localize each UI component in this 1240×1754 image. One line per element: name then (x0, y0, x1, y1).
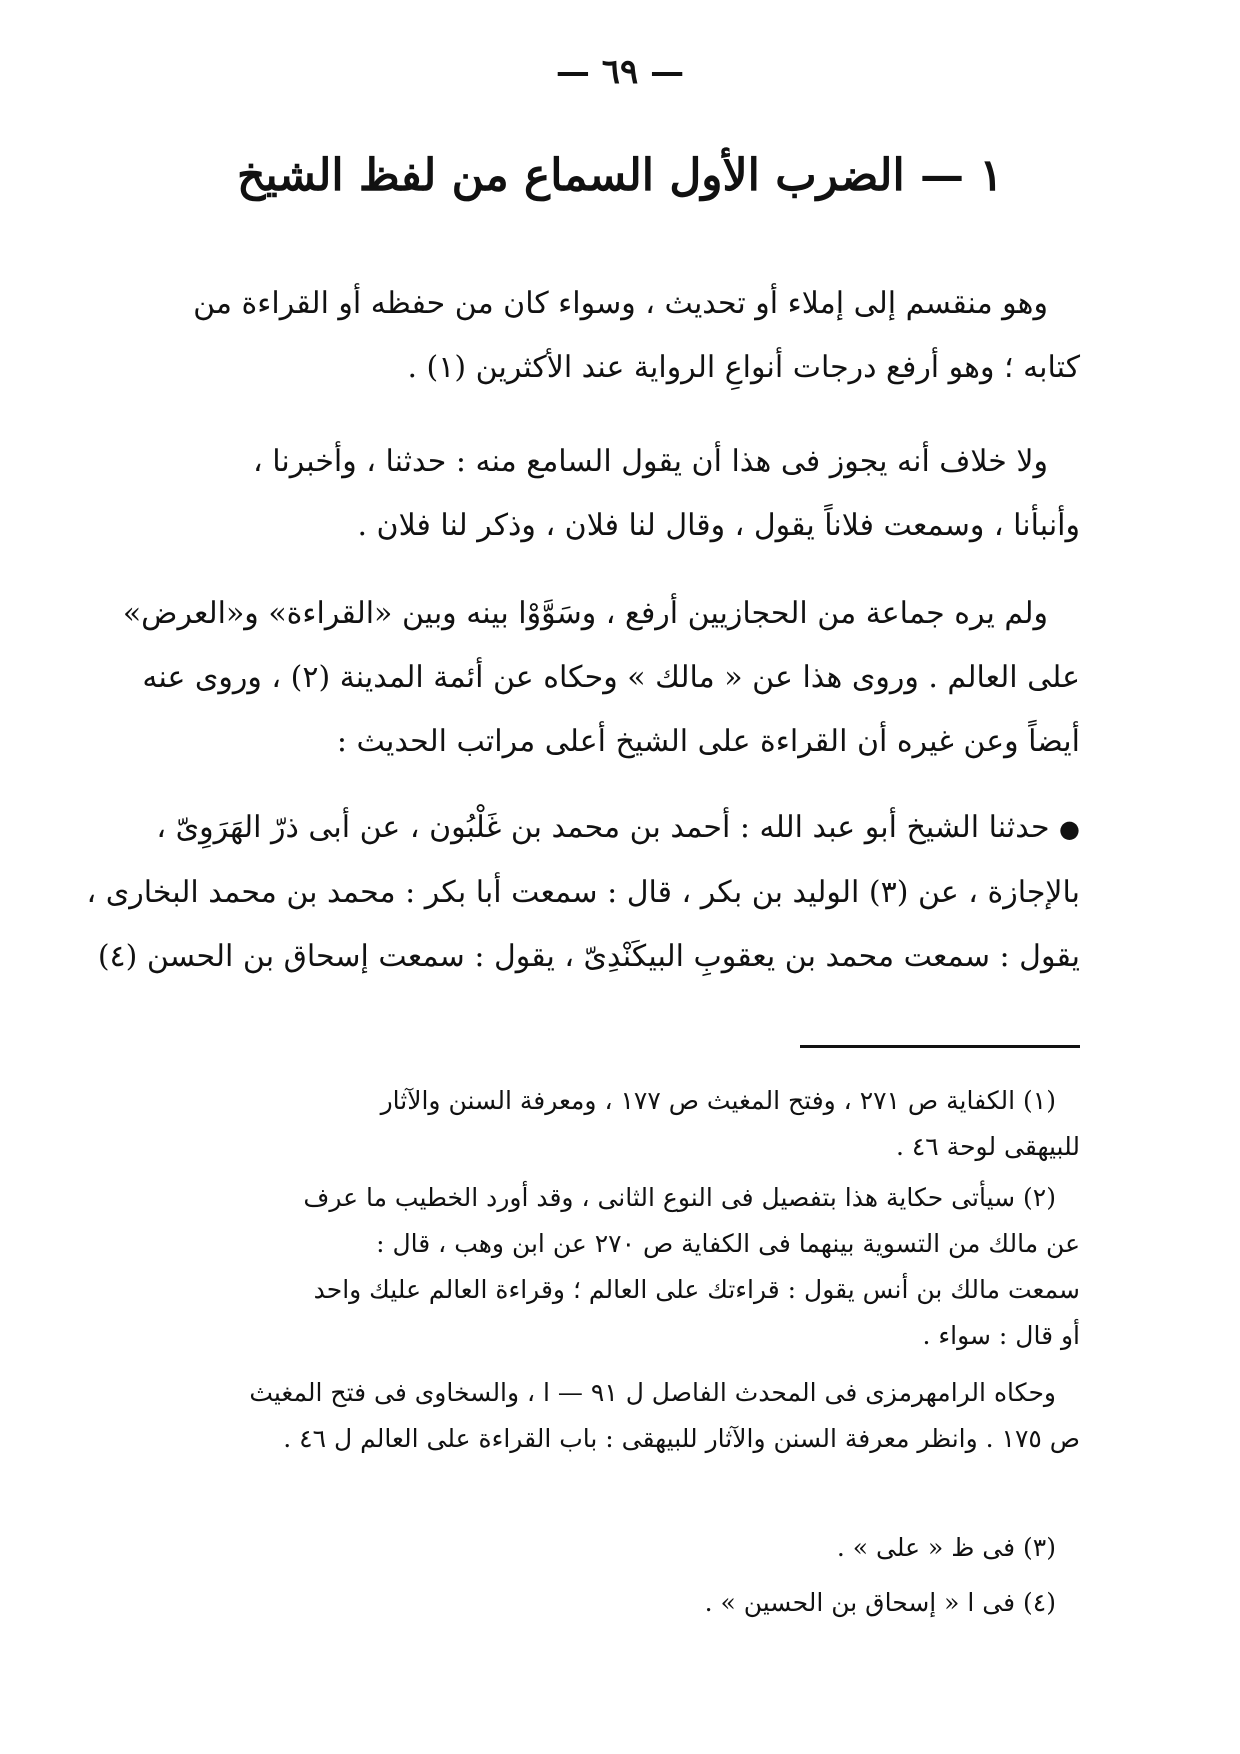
paragraph-line: بالإجازة ، عن (٣) الوليد بن بكر ، قال : سمعت أبا بكر : محمد بن محمد البخارى ، (86, 875, 1080, 910)
paragraph-3 (122, 582, 1080, 774)
paragraph-line: ولا خلاف أنه يجوز فى هذا أن يقول السامع منه : حدثنا ، وأخبرنا ، (253, 444, 1048, 479)
section-title: ١ — الضرب الأول السماع من لفظ الشيخ (237, 150, 1003, 201)
footnote-line: للبيهقى لوحة ٤٦ . (895, 1132, 1080, 1161)
footnote-line: سمعت مالك بن أنس يقول : قراءتك على العالم ؛ وقراءة العالم عليك واحد (313, 1275, 1080, 1304)
footnote-divider (800, 1045, 1080, 1048)
bullet-icon: ● (1059, 815, 1080, 843)
footnote-line: ص ١٧٥ . وانظر معرفة السنن والآثار للبيهقى : باب القراءة على العالم ل ٤٦ . (283, 1424, 1080, 1453)
page-number: — ٦٩ — (555, 52, 685, 92)
footnote-line: (٣) فى ظ « على » . (836, 1533, 1056, 1562)
footnote-2 (225, 1175, 1080, 1359)
paragraph-line: يقول : سمعت محمد بن يعقوبِ البيكَنْدِىّ ، يقول : سمعت إسحاق بن الحسن (٤) (97, 939, 1080, 974)
footnote-line: (٢) سيأتى حكاية هذا بتفصيل فى النوع الثانى ، وقد أورد الخطيب ما عرف (303, 1183, 1056, 1212)
paragraph-line: ولم يره جماعة من الحجازيين أرفع ، وسَوَّوْا بينه وبين «القراءة» و«العرض» (122, 596, 1048, 631)
footnote-3 (225, 1525, 1080, 1571)
footnote-line: وحكاه الرامهرمزى فى المحدث الفاصل ل ٩١ — ا ، والسخاوى فى فتح المغيث (249, 1378, 1056, 1407)
paragraph-line: أيضاً وعن غيره أن القراءة على الشيخ أعلى مراتب الحديث : (336, 724, 1080, 759)
paragraph-line: وهو منقسم إلى إملاء أو تحديث ، وسواء كان من حفظه أو القراءة من (193, 286, 1048, 321)
paragraph-line: كتابه ؛ وهو أرفع درجات أنواعِ الرواية عند الأكثرين (١) . (407, 350, 1080, 385)
footnote-2-continued (225, 1370, 1080, 1462)
footnote-line: (٤) فى ا « إسحاق بن الحسين » . (704, 1588, 1056, 1617)
footnote-line: أو قال : سواء . (922, 1321, 1080, 1350)
paragraph-line: حدثنا الشيخ أبو عبد الله : أحمد بن محمد بن غَلْبُون ، عن أبى ذرّ الهَرَوِىّ ، (156, 810, 1050, 845)
paragraph-1 (193, 272, 1080, 400)
footnote-line: عن مالك من التسوية بينهما فى الكفاية ص ٢٧٠ عن ابن وهب ، قال : (376, 1229, 1080, 1258)
footnote-1 (225, 1078, 1080, 1170)
paragraph-2 (225, 430, 1080, 558)
paragraph-4 (86, 796, 1080, 989)
paragraph-line: وأنبأنا ، وسمعت فلاناً يقول ، وقال لنا فلان ، وذكر لنا فلان . (357, 508, 1080, 543)
paragraph-line: على العالم . وروى هذا عن « مالك » وحكاه عن أئمة المدينة (٢) ، وروى عنه (142, 660, 1080, 695)
footnote-line: (١) الكفاية ص ٢٧١ ، وفتح المغيث ص ١٧٧ ، ومعرفة السنن والآثار (380, 1086, 1056, 1115)
footnote-4 (225, 1580, 1080, 1626)
